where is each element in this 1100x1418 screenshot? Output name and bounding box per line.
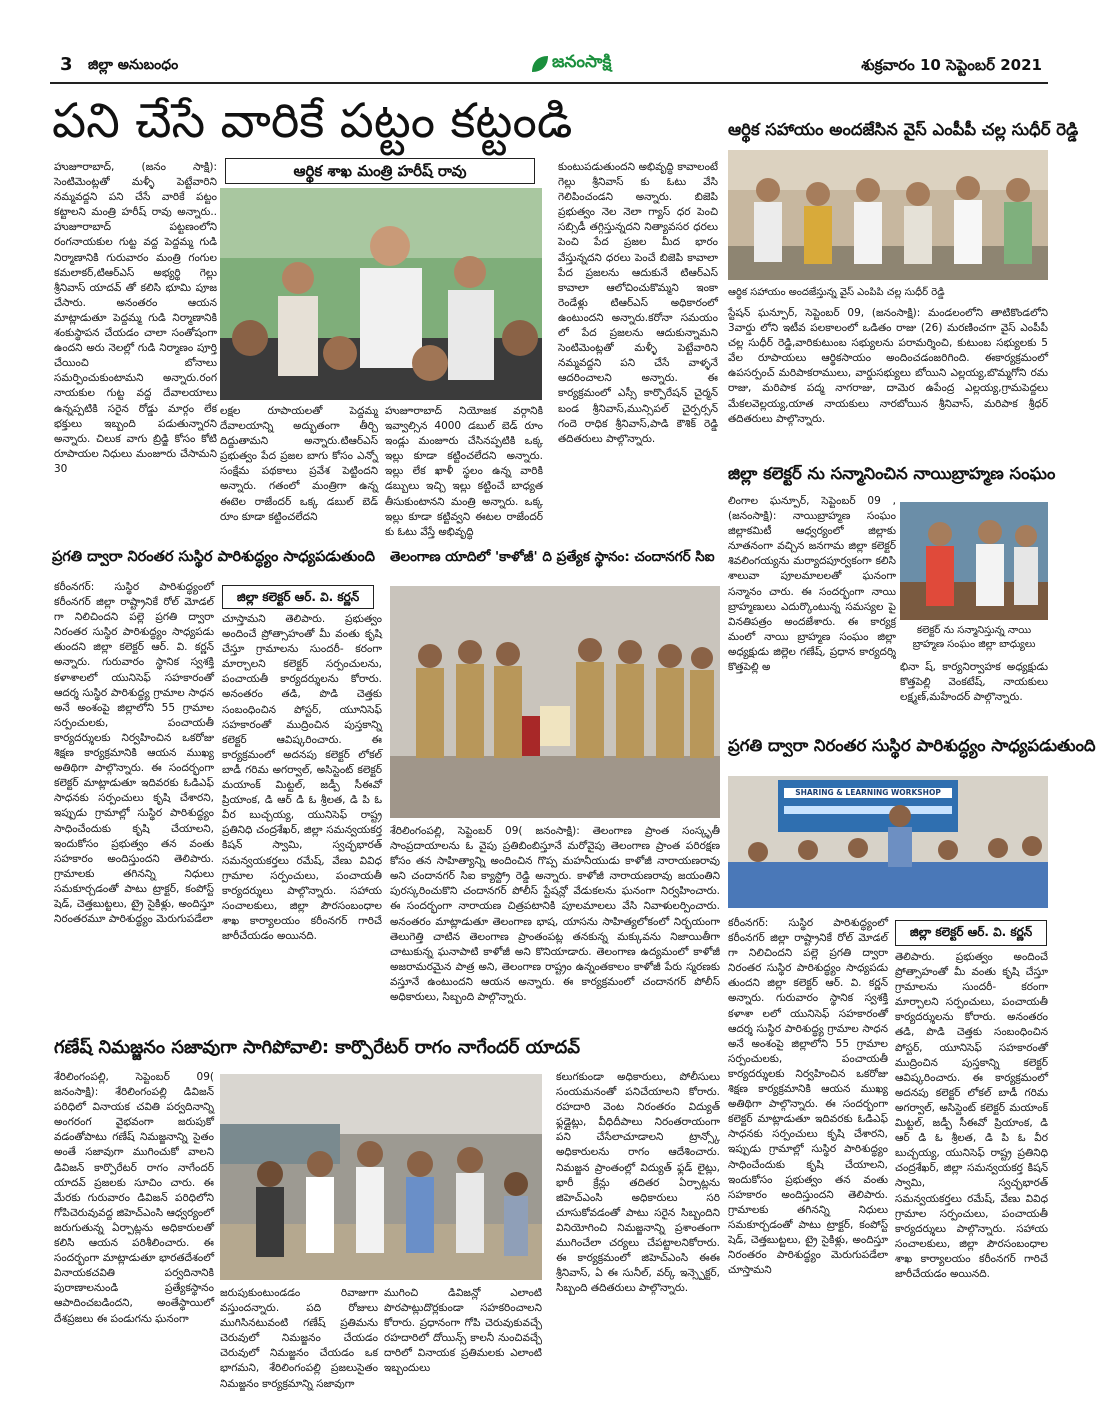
sanitation-right-photo (728, 776, 1048, 908)
sanitation-right-col-2: తెలిపారు. ప్రభుత్వం అందించే ప్రోత్సాహంతో మీ వంతు కృషి చేస్తూ గ్రామాలను సుందరీ- కరంగా మార్చాలని సర్పంచులు, పంచాయతీ కార్యదర్శులను కోరారు. అనంతరం తడి, పొడి చెత్తకు సంబంధించిన పోస్టర్, యూనిసెఫ్ సహకారంతో ముద్రించిన పుస్తకాన్ని కలెక్టర్ ఆవిష్కరించారు. ఈ కార్యక్రమంలో అదనపు కలెక్టర్ లోకల్ బాడీ గరిమ అగర్వాల్, అసిస్టెంట్ కలెక్టర్ మయాంక్ మిట్టల్, జడ్పీ సీఈవో ప్రియాంక, డి ఆర్ డి ఓ శ్రీలత, డి పి ఓ వీర బుచ్చయ్య, యునిసెఫ్ రాష్ట్ర ప్రతినిధి చంద్రశేఖర్, జిల్లా సమన్వయకర్త కిషన్ స్వామి, స్వచ్ఛభారత్ సమన్వయకర్తలు రమేష్, వేణు వివిధ గ్రామాల సర్పంచులు, పంచాయతీ కార్యదర్శులు పాల్గొన్నారు. సహాయ సంచాలకులు, జిల్లా పౌరసంబంధాల శాఖ కార్యాలయం కరీంనగర్ గారిచే జారీచేయడం అయినది. (895, 951, 1048, 1280)
ganesh-col-2: జరుపుకుంటుండడం రివాజుగా వస్తుందన్నారు. పది రోజులు ముగిసినటువంటి గణేష్ ప్రతిమను చెరువులో నిమజ్జనం చేయడం చెరువులో నిమజ్జనం చేయడం ఒక భాగమని, శేరిలింగంపల్లి ప్రజలుసైతం నిమజ్జనం కార్యక్రమాన్ని సజావుగా (220, 1287, 378, 1390)
sanitation-right-subhead: జిల్లా కలెక్టర్ ఆర్. వి. కర్ణన్ (895, 920, 1047, 946)
issue-date: శుక్రవారం 10 సెప్టెంబర్ 2021 (861, 56, 1042, 74)
lead-col-2: లక్షల రూపాయలతో పెద్దమ్మ దేవాలయాన్ని అద్భుతంగా తీర్చి దిద్దుతామని అన్నారు.టిఆర్ఎస్ ప్రభుత్వం పేద ప్రజల బాగు కోసం ఎన్నో సంక్షేమ పథకాలు ప్రవేశ పెట్టిందని అన్నారు. గతంలో మంత్రిగా ఉన్న ఈటెల రాజేందర్ ఒక్క డబుల్ బెడ్ రూం కూడా కట్టించలేదని (220, 405, 378, 523)
honour-photo-caption: కలెక్టర్ ను సన్మానిస్తున్న నాయి బ్రాహ్మణ సంఘం జిల్లా బాధ్యులు (912, 625, 1036, 650)
sanitation-left-headline: ప్రగతి ద్వారా నిరంతర సుస్థిర పారిశుద్ధ్యం సాధ్యపడుతుంది (52, 549, 376, 565)
workshop-banner-text: SHARING & LEARNING WORKSHOP (795, 788, 941, 797)
minister-speaking-photo (220, 188, 542, 400)
financial-aid-photo (728, 150, 1048, 280)
honour-headline: జిల్లా కలెక్టర్ ను సన్మానించిన నాయిబ్రాహ్మణ సంఘం (728, 464, 1056, 483)
lead-photo (220, 188, 542, 400)
sanitation-left-col-2: చూస్తామని తెలిపారు. ప్రభుత్వం అందించే ప్రోత్సాహంతో మీ వంతు కృషి చేస్తూ గ్రామాలను సుందరీ- కరంగా మార్చాలని కలెక్టర్ సర్పంచులను, పంచాయతీ కార్యదర్శులను కోరారు. అనంతరం తడి, పొడి చెత్తకు సంబంధించిన పోస్టర్, యూనిసెఫ్ సహకారంతో ముద్రించిన పుస్తకాన్ని కలెక్టర్ ఆవిష్కరించారు. ఈ కార్యక్రమంలో అదనపు కలెక్టర్ లోకల్ బాడీ గరిమ అగర్వాల్, అసిస్టెంట్ కలెక్టర్ మయాంక్ మిట్టల్, జడ్పీ సీఈవో ప్రియాంక, డి ఆర్ డి ఓ శ్రీలత, డి పి ఓ వీర బుచ్చయ్య, యునిసెఫ్ రాష్ట్ర ప్రతినిధి చంద్రశేఖర్, జిల్లా సమన్వయకర్త కిషన్ స్వామి, స్వచ్ఛభారత్ సమన్వయకర్తలు రమేష్, వేణు వివిధ గ్రామాల సర్పంచులు, పంచాయతీ కార్యదర్శులు పాల్గొన్నారు. సహాయ సంచాలకులు, జిల్లా పౌరసంబంధాల శాఖ కార్యాలయం కరీంనగర్ గారిచే జారీచేయడం అయినది. (222, 613, 382, 942)
mp-story-headline: ఆర్థిక సహాయం అందజేసిన వైస్ ఎంపీపీ చల్ల సుధీర్ రెడ్డి (728, 120, 1079, 139)
ganesh-col-1: శేరిలింగంపల్లి, సెప్టెంబర్ 09( జనంసాక్షి): శేరిలింగంపల్లి డివిజన్ పరిధిలో వినాయక చవితి పర్వదినాన్ని అంగరంగ వైభవంగా జరుపుకో వడంతోపాటు గణేష్ నిమజ్జనాన్ని సైతం అంతే సజావుగా ముగించుకో వాలని డివిజన్ కార్పొరేటర్ రాగం నాగేందర్ యాదవ్ ప్రజలకు సూచిం చారు. ఈ మేరకు గురువారం డివిజన్ పరిధిలోని గోపిచెరువువద్ద జిహెచ్ఎంసి ఆధ్వర్యంలో జరుగుతున్న ఏర్పాట్లను అధికారులతో కలిసి ఆయన పరిశీలించారు. ఈ సందర్భంగా మాట్లాడుతూ భారతదేశంలో వినాయకచవితి పర్వదినానికి పురాణాలనుండి ప్రత్యేకస్థానం ఆపాదించబడిందని, అంతేస్థాయిలో దేశప్రజలు ఈ పండుగను ఘనంగా (54, 1071, 214, 1325)
police-station-photo (390, 586, 720, 818)
collector-felicitation-photo (900, 502, 1048, 620)
honour-photo (900, 502, 1048, 620)
leaf-icon (530, 54, 550, 74)
section-name: జిల్లా అనుబంధం (88, 57, 179, 73)
mp-photo (728, 150, 1048, 280)
mp-photo-caption: ఆర్థిక సహాయం అందజేస్తున్న వైస్ ఎంపిపి చల్ల సుధీర్ రెడ్డి (728, 287, 945, 298)
sanitation-left-col-1: కరీంనగర్: సుస్థిర పారిశుద్ధ్యంలో కరీంనగర్ జిల్లా రాష్ట్రానికే రోల్ మోడల్ గా నిలిచిందని పల్లె ప్రగతి ద్వారా నిరంతర సుస్థిర పారిశుద్ధ్యం సాధ్యపడు తుందని జిల్లా కలెక్టర్ ఆర్. వి. కర్ణన్ అన్నారు. గురువారం స్థానిక స్వశక్తి కళాశాలలో యునిసెఫ్ సహకారంతో ఆదర్శ సుస్థిర పారిశుద్ధ్య గ్రామాల సాధన అనే అంశంపై జిల్లాలోని 55 గ్రామాల సర్పంచులకు, పంచాయతీ కార్యదర్శులకు నిర్వహించిన ఒకరోజు శిక్షణ కార్యక్రమానికి ఆయన ముఖ్య అతిథిగా పాల్గొన్నారు. ఈ సందర్భంగా కలెక్టర్ మాట్లాడుతూ ఇదివరకు ఓడిఎఫ్ సాధనకు సర్పంచులు కృషి చేశారని, ఇప్పుడు గ్రామాల్లో సుస్థిర పారిశుద్ధ్యం సాధించేందుకు కృషి చేయాలని, ఇందుకోసం ప్రభుత్వం తన వంతు సహకారం అందిస్తుందని తెలిపారు. గ్రామాలకు తగినన్ని నిధులు సమకూర్చడంతో పాటు ట్రాక్టర్, కంపోస్ట్ షెడ్, చెత్తబుట్టలు, ట్రై సైకిళ్లు, అందిస్తూ నిరంతరమూ పారిశుద్ధ్యం మెరుగుపడేలా (54, 581, 214, 926)
ganesh-photo (220, 1074, 542, 1280)
ganesh-headline: గణేష్ నిమజ్జనం సజావుగా సాగిపోవాలి: కార్పొరేటర్ రాగం నాగేందర్ యాదవ్ (54, 1037, 581, 1058)
immersion-inspection-photo (220, 1074, 542, 1280)
lead-col-3: హుజూరాబాద్ నియోజక వర్గానికి ఇవ్వాల్సిన 4000 డబుల్ బెడ్ రూం ఇండ్లు మంజూరు చేసినప్పటికి ఒక్క ఇల్లు కూడా కట్టించలేదని అన్నారు. ఇల్లు లేక ఖాళీ స్థలం ఉన్న వారికి డబ్బులు ఇచ్చి ఇల్లు కట్టించే బాధ్యత తీసుకుంటానని మంత్రి అన్నారు. ఒక్క ఇల్లు కూడా కట్టివ్వని ఈటల రాజేందర్ కు ఓటు వేస్తే అభివృద్ధి (385, 405, 543, 538)
page-number: 3 (60, 54, 73, 75)
ganesh-col-3: ముగించి డివిజన్లో ఎలాంటి పొరపాట్లుదొర్లకుండా సహకరించాలని కోరారు. ప్రధానంగా గోపి చెరువుకువచ్చే రహదారిలో దోయిన్స్ కాలనీ నుంచివచ్చే దారిలో వినాయక ప్రతిమలకు ఎలాంటి ఇబ్బందులు (384, 1287, 542, 1375)
lead-col-4: కుంటుపడుతుందని అభివృద్ధి కావాలంటే గెల్లు శ్రీనివాస్ కు ఓటు వేసి గెలిపించండని అన్నారు. బిజెపి ప్రభుత్వం నెల నెలా గ్యాస్ ధర పెంచి సబ్సిడీ తగ్గిస్తున్నదని నిత్యావసర ధరలు పెంచి పేద ప్రజల మీద భారం వేస్తున్నదని ధరలు పెంచే బిజెపి కావాలా పేద ప్రజలను ఆదుకునే టిఆర్ఎస్ కావాలా ఆలోచించుకొమ్మని ఇంకా రెండేళ్లు టిఆర్ఎస్ అధికారంలో ఉంటుందని అన్నారు.కరోనా సమయం లో పేద ప్రజలను ఆదుకున్నామని సెంటిమెంట్లతో మళ్ళీ పెట్టేవారిని నమ్మవద్దని పని చేసే వాళ్ళనే ఆదరించాలని అన్నారు. ఈ కార్యక్రమంలో ఎస్సీ కార్పొరేషన్ చైర్మన్ బండ శ్రీనివాస్,మున్సిపల్ చైర్పర్సన్ గందె రాధిక శ్రీనివాస్,పాడి కౌశిక్ రెడ్డి తదితరులు పాల్గొన్నారు. (558, 161, 718, 445)
mp-story-body: స్టేషన్ ఘన్పూర్, సెప్టెంబర్ 09, (జనంసాక్షి): మండలంలోని తాటికొండలోని 3వార్డు లోని ఇటీవ పలకాలంలో ఒడితం రాజు (26) మరణించగా వైస్ ఎంపీపీ చల్ల సుధీర్ రెడ్డి,వారికుటుంబ సభ్యులను పరామర్శించి, కుటుంబ సభ్యులకు 5 వేల రూపాయలు ఆర్థికసాయం అందించడంజరిగింది. ఈకార్యక్రమంలో ఉపసర్పంచ్ మరిపాకరాములు, వార్డుసభ్యులు బోయిని ఎల్లయ్య,బొమ్మగోని రమ రాజు, మరిపాక పద్మ నాగరాజు, దామెర ఉపేంద్ర ఎల్లయ్య,గ్రామపెద్దలు మేకలవెల్లయ్య,యాత నాయకులు నారబోయిన శ్రీనివాస్, మరిపాక శ్రీధర్ తదితరులు పాల్గొన్నారు. (728, 307, 1048, 425)
sanitation-left-subhead: జిల్లా కలెక్టర్ ఆర్. వి. కర్ణన్ (222, 585, 374, 609)
kaloji-photo (390, 586, 720, 818)
lead-col-1: హుజూరాబాద్, (జనం సాక్షి): సెంటిమెంట్లతో మళ్ళీ పెట్టేవారిని నమ్మవద్దని పని చేసే వారికే పట్టం కట్టాలని మంత్రి హరీష్ రావు అన్నారు.. హుజూరాబాద్ పట్టణంలోని రంగనాయకుల గుట్ట వద్ద పెద్దమ్మ గుడి నిర్మాణానికి గురువారం మంత్రి గంగుల కమలాకర్,టిఆర్ఎస్ అభ్యర్థి గెల్లు శ్రీనివాస్ యాదవ్ తో కలిసి భూమి పూజ చేసారు. అనంతరం ఆయన మాట్లాడుతూ పెద్దమ్మ గుడి నిర్మాణానికి శంకుస్థాపన చేయడం చాలా సంతోషంగా ఉందని అరు నెలల్లో గుడి నిర్మాణం పూర్తి చేయించి బోనాలు సమర్పించుకుంటామని అన్నారు.రంగ నాయకుల గుట్ట వద్ద దేవాలయాలు ఉన్నప్పటికి సరైన రోడ్డు మార్గం లేక భక్తులు ఇబ్బంది పడుతున్నారని అన్నారు. చిలుక వాగు బ్రిడ్జి కోసం కోటి రూపాయల నిధులు మంజూరు చేసామని 30 (54, 161, 217, 475)
masthead-rule (50, 82, 1048, 84)
ganesh-col-4: కలుగకుండా అధికారులు, పోలీసులు సంయమనంతో పనిచేయాలని కోరారు. రహదారి వెంట నిరంతరం విద్యుత్ ఫ్లడ్లైట్లు, వీధిదీపాలు నిరంతరాయంగా పని చేసేలాచూడాలని ట్రాన్స్కో అధికారులను రాగం ఆదేశించారు. నిమజ్జన ప్రాంతంల్లో విద్యుత్ ఫ్లడ్ లైట్లు, భారీ క్రేన్లు తదితర ఏర్పాట్లను జిహెచ్ఎంసి అధికారులు సరి చూసుకోవడంతో పాటు సరైన సిబ్బందిని వినియోగించి నిమజ్జనాన్ని ప్రశాంతంగా ముగించేలా చర్యలు చేపట్టాలనికోరారు. ఈ కార్యక్రమంలో జిహెచ్ఎంసి ఈఈ శ్రీనివాస్, ఏ ఈ సునీల్, వర్క్ ఇన్స్పెక్టర్, సిబ్బంది తదితరులు పాల్గొన్నారు. (556, 1071, 720, 1295)
logo-text: జనంసాక్షి (552, 52, 612, 72)
lead-subhead: ఆర్థిక శాఖ మంత్రి హరీష్ రావు (225, 158, 535, 184)
sanitation-right-col-1: కరీంనగర్: సుస్థిర పారిశుద్ధ్యంలో కరీంనగర్ జిల్లా రాష్ట్రానికే రోల్ మోడల్ గా నిలిచిందని పల్లె ప్రగతి ద్వారా నిరంతర సుస్థిర పారిశుద్ధ్యం సాధ్యపడు తుందని జిల్లా కలెక్టర్ ఆర్. వి. కర్ణన్ అన్నారు. గురువారం స్థానిక స్వశక్తి కళాశా లలో యునిసెఫ్ సహకారంతో ఆదర్శ సుస్థిర పారిశుద్ధ్య గ్రామాల సాధన అనే అంశంపై జిల్లాలోని 55 గ్రామాల సర్పంచులకు, పంచాయతీ కార్యదర్శులకు నిర్వహించిన ఒకరోజు శిక్షణ కార్యక్రమానికి ఆయన ముఖ్య అతిథిగా పాల్గొన్నారు. ఈ సందర్భంగా కలెక్టర్ మాట్లాడుతూ ఇదివరకు ఓడిఎఫ్ సాధనకు సర్పంచులు కృషి చేశారని, ఇప్పుడు గ్రామాల్లో సుస్థిర పారిశుద్ధ్యం సాధించేందుకు కృషి చేయాలని, ఇందుకోసం ప్రభుత్వం తన వంతు సహకారం అందిస్తుందని తెలిపారు. గ్రామాలకు తగినన్ని నిధులు సమకూర్చడంతో పాటు ట్రాక్టర్, కంపోస్ట్ షెడ్, చెత్తబుట్టలు, ట్రై సైకిళ్లు, అందిస్తూ నిరంతరం పారిశుద్ధ్యం మెరుగుపడేలా చూస్తామని (728, 917, 888, 1277)
sanitation-right-headline: ప్రగతి ద్వారా నిరంతర సుస్థిర పారిశుద్ధ్యం సాధ్యపడుతుంది (728, 736, 1096, 755)
lead-headline: పని చేసే వారికే పట్టం కట్టండి (52, 93, 573, 149)
masthead-logo (520, 50, 680, 76)
kaloji-body: శేరిలింగంపల్లి, సెప్టెంబర్ 09( జనంసాక్షి): తెలంగాణ ప్రాంత సంస్కృతీ సాంప్రదాయాలను ఓ వైపు ప్రతిబింబిస్తూనే మరోవైపు తెలంగాణ ప్రాంత పరిరక్షణ కోసం తన సాహిత్యాన్ని అందించిన గొప్ప మహనీయుడు కాళోజీ నారాయణరావు అని చందానగర్ సిఐ క్యాస్ట్రో రెడ్డి అన్నారు. కాళోజీ నారాయణరావు జయంతిని పురస్కరించుకొని చందానగర్ పోలీస్ స్టేషన్లో వేడుకలను ఘనంగా నిర్వహించారు. ఈ సందర్భంగా నారాయణ చిత్రపటానికి పూలమాలలు వేసి నివాళులర్పించారు. అనంతరం మాట్లాడుతూ తెలంగాణ భాష, యాసను సాహిత్యలోకంలో నిర్భయంగా తెలుగెత్తి చాటిన తెలంగాణ ప్రాంతంపట్ల తనకున్న మక్కువను నిజాయితీగా చాటుకున్న ఘనాపాటి కాళోజీ అని కొనియాడారు. తెలంగాణ ఉద్యమంలో కాళోజీ అజరామరమైన పాత్ర అని, తెలంగాణ రాష్ట్రం ఉన్నంతకాలం కాళోజీ పేరు స్మరణకు వస్తూనే ఉంటుందని ఆయన అన్నారు. ఈ కార్యక్రమంలో చందానగర్ పోలీస్ అధికారులు, సిబ్బంది పాల్గొన్నారు. (390, 825, 720, 1004)
kaloji-headline: తెలంగాణ యాదిలో 'కాళోజీ' ది ప్రత్యేక స్థానం: చందానగర్ సిఐ (390, 549, 715, 565)
masthead (50, 48, 1048, 82)
honour-body-left: లింగాల ఘన్పూర్, సెప్టెంబర్ 09 , (జనంసాక్షి): నాయిబ్రాహ్మణ సంఘం జిల్లాకమిటీ ఆధ్వర్యంలో జిల్లాకు నూతనంగా వచ్చిన జనగామ జిల్లా కలెక్టర్ శివలింగయ్యను మర్యాదపూర్వకంగా కలిసి శాలువా పూలమాలలతో ఘనంగా సన్మానం చారు. ఈ సందర్భంగా నాయి బ్రాహ్మణులు ఎదుర్కొంటున్న సమస్యల పై వినతిపత్రం అందజేశారు. ఈ కార్యక్ర మంలో నాయి బ్రాహ్మణ సంఘం జిల్లా అధ్యక్షుడు జిల్లెల గణేష్, ప్రధాన కార్యదర్శి కొత్తపెల్లి అ (728, 495, 896, 674)
honour-body-right: భినా ష్, కార్యనిర్వాహక అధ్యక్షుడు కొత్తపెల్లి వెంకటేష్, నాయకులు లక్ష్మణ్,మహేందర్ పాల్గొన్నారు. (900, 661, 1048, 704)
